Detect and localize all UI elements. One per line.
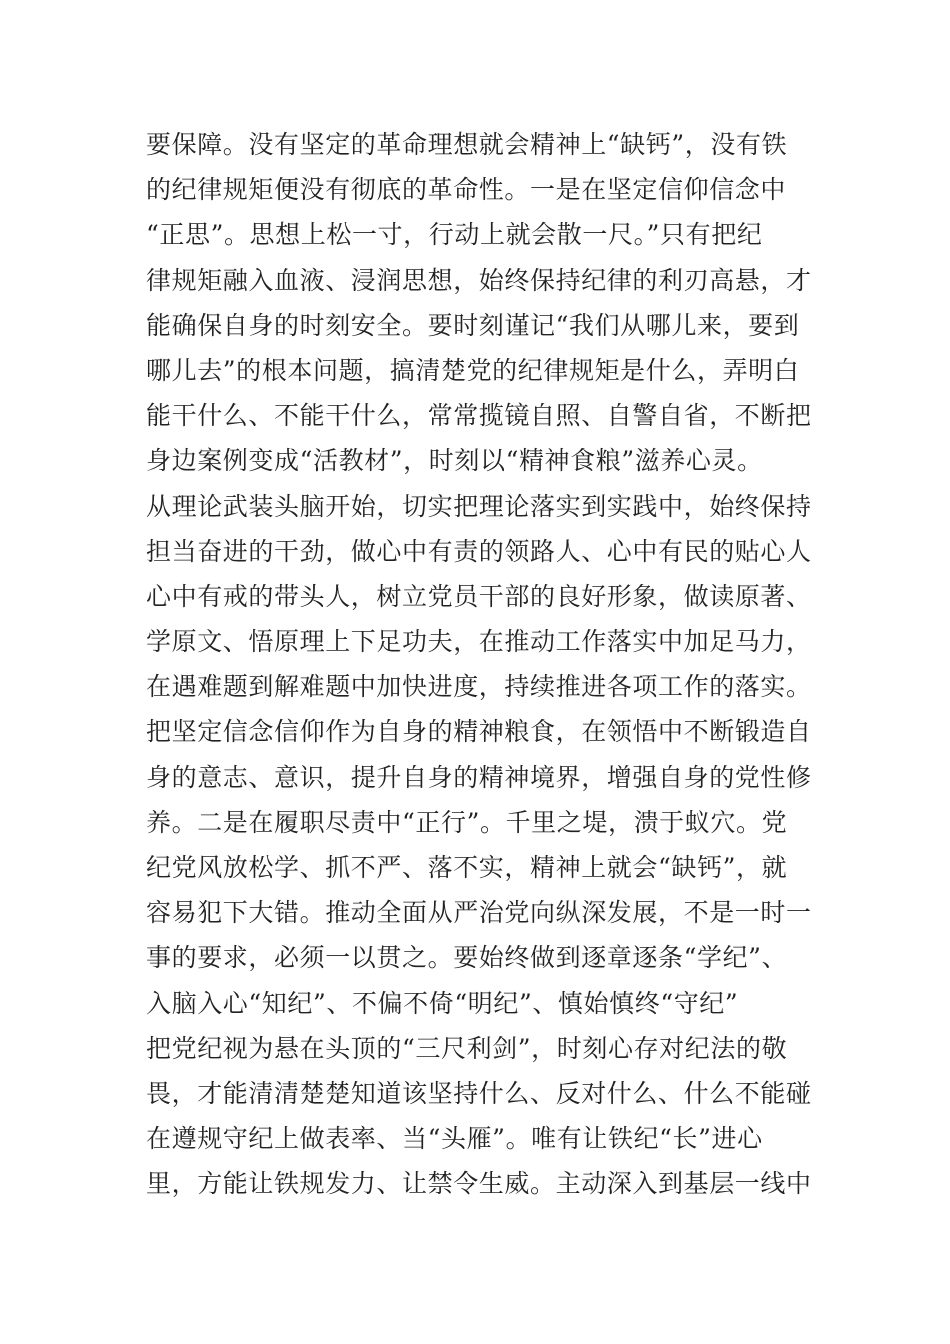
text-line: 养。二是在履职尽责中“正行”。千里之堤，溃于蚁穴。党 — [146, 807, 788, 837]
text-line: 事的要求，必须一以贯之。要始终做到逐章逐条“学纪”、 — [146, 943, 788, 973]
text-line: 担当奋进的干劲，做心中有责的领路人、心中有民的贴心人 — [146, 536, 812, 566]
text-line: 在遇难题到解难题中加快进度，持续推进各项工作的落实。 — [146, 672, 812, 702]
text-line: 从理论武装头脑开始，切实把理论落实到实践中，始终保持 — [146, 491, 812, 521]
text-line: 容易犯下大错。推动全面从严治党向纵深发展，不是一时一 — [146, 898, 812, 928]
text-line: 的纪律规矩便没有彻底的革命性。一是在坚定信仰信念中 — [146, 175, 787, 205]
text-line: 入脑入心“知纪”、不偏不倚“明纪”、慎始慎终“守纪” — [146, 988, 739, 1018]
text-line: 心中有戒的带头人，树立党员干部的良好形象，做读原著、 — [146, 581, 812, 611]
text-line: 律规矩融入血液、浸润思想，始终保持纪律的利刃高悬，才 — [146, 265, 812, 295]
text-line: 纪党风放松学、抓不严、落不实，精神上就会“缺钙”，就 — [146, 853, 788, 882]
text-line: 畏，才能清清楚楚知道该坚持什么、反对什么、什么不能碰 — [146, 1078, 812, 1108]
text-line: 里，方能让铁规发力、让禁令生威。主动深入到基层一线中 — [146, 1169, 812, 1199]
text-line: 学原文、悟原理上下足功夫，在推动工作落实中加足马力， — [146, 627, 812, 657]
text-line: 在遵规守纪上做表率、当“头雁”。唯有让铁纪“长”进心 — [146, 1124, 763, 1154]
text-line: 把坚定信念信仰作为自身的精神粮食，在领悟中不断锻造自 — [146, 717, 812, 747]
text-line: 身边案例变成“活教材”，时刻以“精神食粮”滋养心灵。 — [146, 446, 763, 476]
text-line: 把党纪视为悬在头顶的“三尺利剑”，时刻心存对纪法的敬 — [146, 1033, 788, 1063]
text-line: 哪儿去”的根本问题，搞清楚党的纪律规矩是什么，弄明白 — [146, 355, 800, 385]
text-line: 要保障。没有坚定的革命理想就会精神上“缺钙”，没有铁 — [146, 130, 788, 159]
text-line: “正思”。思想上松一寸，行动上就会散一尺。”只有把纪 — [146, 220, 763, 250]
text-line: 身的意志、意识，提升自身的精神境界，增强自身的党性修 — [146, 762, 812, 792]
text-line: 能确保自身的时刻安全。要时刻谨记“我们从哪儿来，要到 — [146, 310, 800, 340]
text-line: 能干什么、不能干什么，常常揽镜自照、自警自省，不断把 — [146, 401, 812, 431]
body-text — [146, 122, 811, 1207]
